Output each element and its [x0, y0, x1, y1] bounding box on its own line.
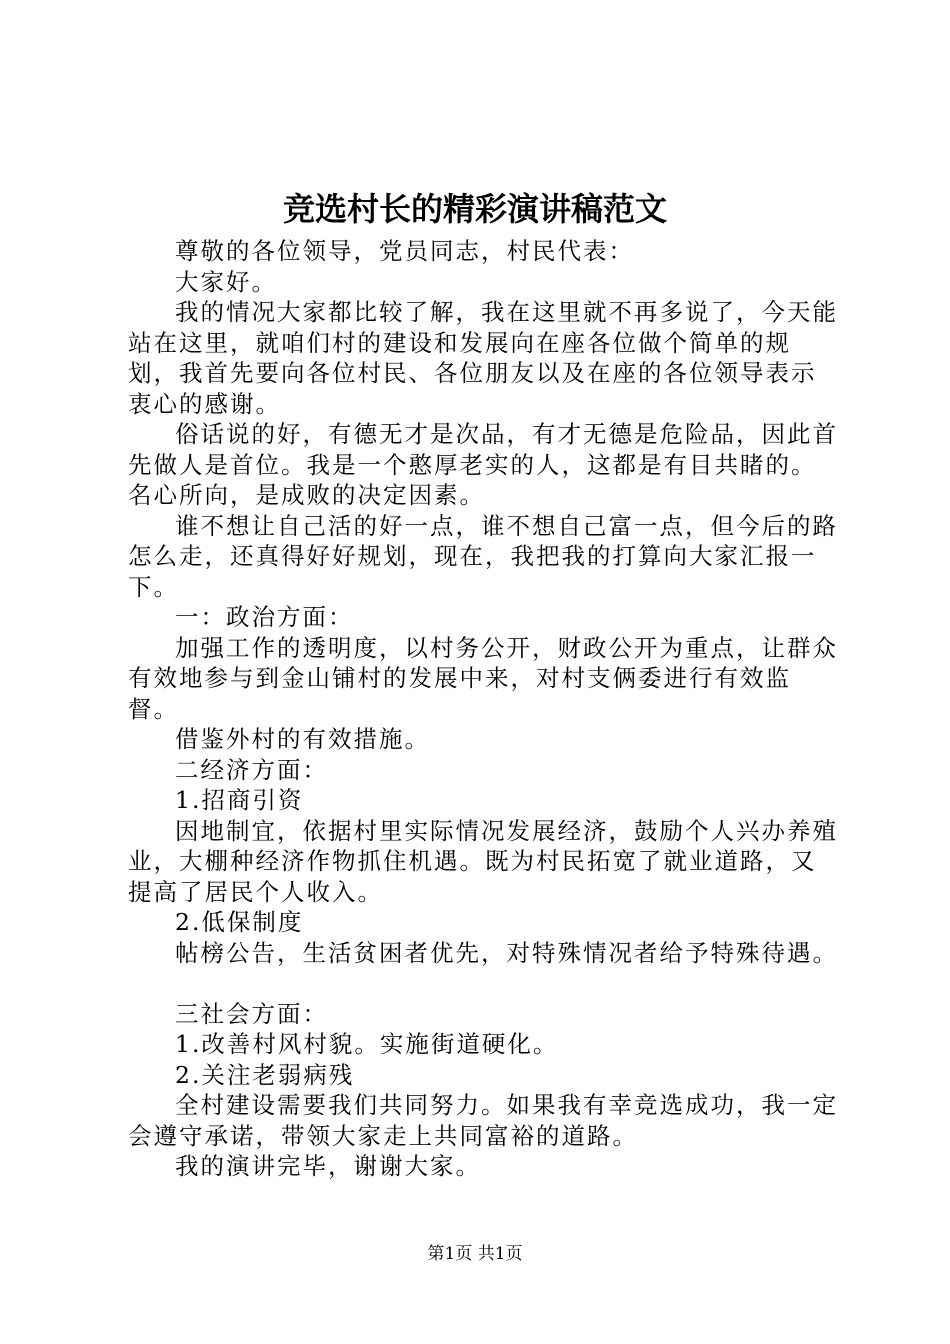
- paragraph-closing: 我的演讲完毕，谢谢大家。: [175, 1152, 481, 1180]
- subheading-care-vulnerable: 2.关注老弱病残: [175, 1060, 355, 1089]
- subheading-investment: 1.招商引资: [175, 786, 304, 814]
- subheading-village-appearance: 1.改善村风村貌。实施街道硬化。: [175, 1030, 559, 1058]
- paragraph-character: 俗话说的好，有德无才是次品，有才无德是危险品，因此首先做人是首位。我是一个憨厚老实的人，这都是有目共睹的。名心所向，是成败的决定因素。: [128, 420, 838, 509]
- section-heading-economy: 二经济方面：: [175, 755, 328, 784]
- paragraph-transparency: 加强工作的透明度，以村务公开，财政公开为重点，让群众有效地参与到金山铺村的发展中来，对村支俩委进行有效监督。: [128, 633, 838, 723]
- paragraph-welfare: 帖榜公告，生活贫困者优先，对特殊情况者给予特殊待遇。: [175, 938, 838, 967]
- paragraph-learn-from-others: 借鉴外村的有效措施。: [175, 725, 430, 753]
- paragraph-commitment: 全村建设需要我们共同努力。如果我有幸竞选成功，我一定会遵守承诺，带领大家走上共同富裕的道路。: [128, 1091, 838, 1150]
- subheading-welfare: 2.低保制度: [175, 908, 304, 936]
- document-body: [128, 236, 840, 1182]
- paragraph-salutation: 尊敬的各位领导，党员同志，村民代表：: [175, 237, 634, 265]
- paragraph-intro: 我的情况大家都比较了解，我在这里就不再多说了，今天能站在这里，就咱们村的建设和发展向在座各位做个简单的规划，我首先要向各位村民、各位朋友以及在座的各位领导表示衷心的感谢。: [128, 298, 838, 418]
- document-title: 竞选村长的精彩演讲稿范文: [282, 190, 667, 228]
- blank-line: [128, 968, 840, 999]
- page-number: 第1页 共1页: [427, 1244, 523, 1264]
- section-heading-society: 三社会方面：: [175, 999, 328, 1028]
- paragraph-greeting: 大家好。: [175, 267, 277, 296]
- paragraph-investment: 因地制宜，依据村里实际情况发展经济，鼓励个人兴办养殖业，大棚种经济作物抓住机遇。既为村民拓宽了就业道路，又提高了居民个人收入。: [128, 816, 838, 906]
- section-heading-politics: 一：政治方面：: [175, 603, 354, 631]
- paragraph-plan: 谁不想让自己活的好一点，谁不想自己富一点，但今后的路怎么走，还真得好好规划，现在，我把我的打算向大家汇报一下。: [128, 511, 838, 601]
